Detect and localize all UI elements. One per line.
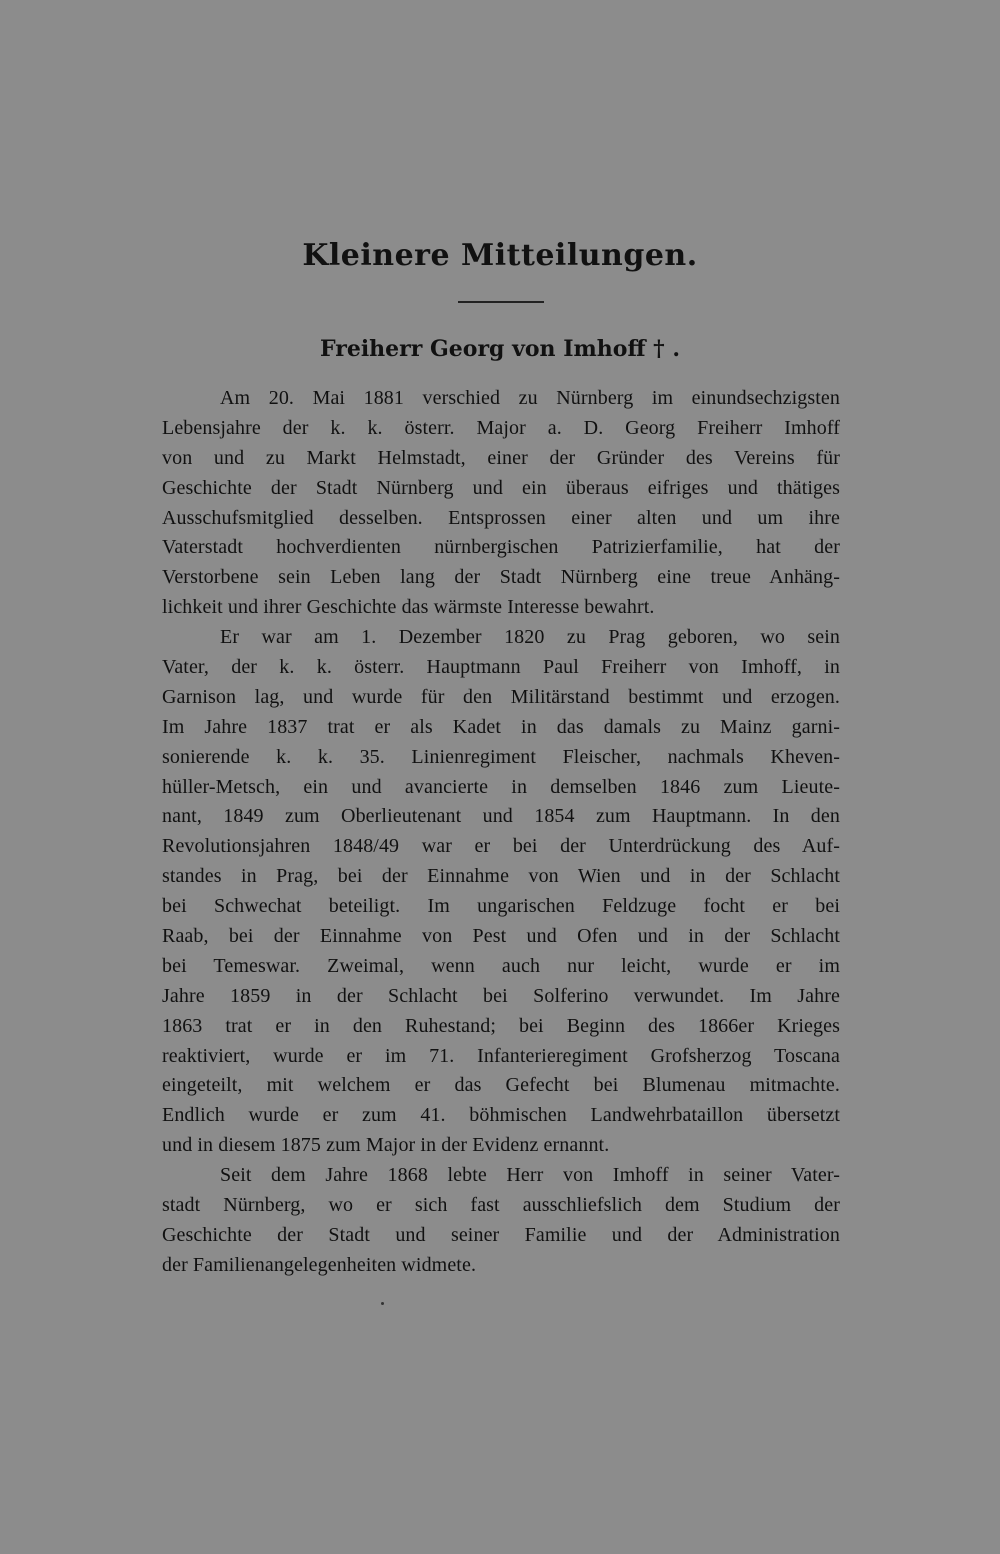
- text-line: Vater, der k. k. österr. Hauptmann Paul Freiherr von Imhoff, in: [162, 656, 840, 679]
- article-body: [162, 384, 840, 1281]
- text-line: Er war am 1. Dezember 1820 zu Prag geboren, wo sein: [220, 626, 840, 649]
- text-line: Geschichte der Stadt Nürnberg und ein überaus eifriges und thätiges: [162, 476, 840, 499]
- text-line: lichkeit und ihrer Geschichte das wärmste Interesse bewahrt.: [162, 596, 655, 619]
- article-heading: Freiherr Georg von Imhoff † .: [320, 336, 680, 362]
- text-line: eingeteilt, mit welchem er das Gefecht bei Blumenau mitmachte.: [162, 1074, 840, 1097]
- text-line: bei Temeswar. Zweimal, wenn auch nur leicht, wurde er im: [162, 954, 840, 977]
- text-line: von und zu Markt Helmstadt, einer der Gründer des Vereins für: [162, 446, 840, 469]
- text-line: und in diesem 1875 zum Major in der Evidenz ernannt.: [162, 1134, 610, 1157]
- text-line: Endlich wurde er zum 41. böhmischen Landwehrbataillon übersetzt: [162, 1104, 840, 1127]
- text-line: nant, 1849 zum Oberlieutenant und 1854 zum Hauptmann. In den: [162, 805, 840, 828]
- page-mark: [381, 1302, 384, 1305]
- text-line: der Familienangelegenheiten widmete.: [162, 1253, 477, 1276]
- text-line: stadt Nürnberg, wo er sich fast ausschliefslich dem Studium der: [162, 1194, 840, 1217]
- text-line: Vaterstadt hochverdienten nürnbergischen Patrizierfamilie, hat der: [162, 536, 840, 559]
- text-line: Jahre 1859 in der Schlacht bei Solferino verwundet. Im Jahre: [162, 984, 840, 1007]
- text-line: Revolutionsjahren 1848/49 war er bei der Unterdrückung des Auf-: [162, 835, 840, 858]
- text-line: bei Schwechat beteiligt. Im ungarischen Feldzuge focht er bei: [162, 895, 840, 918]
- text-line: Garnison lag, und wurde für den Militärstand bestimmt und erzogen.: [162, 685, 840, 708]
- text-line: reaktiviert, wurde er im 71. Infanterieregiment Grofsherzog Toscana: [162, 1044, 840, 1067]
- text-line: Verstorbene sein Leben lang der Stadt Nürnberg eine treue Anhäng-: [162, 566, 840, 589]
- text-line: Lebensjahre der k. k. österr. Major a. D. Georg Freiherr Imhoff: [162, 416, 840, 439]
- text-line: standes in Prag, bei der Einnahme von Wien und in der Schlacht: [162, 865, 840, 888]
- page-title: Kleinere Mitteilungen.: [302, 238, 698, 273]
- title-divider: [458, 301, 544, 303]
- text-line: sonierende k. k. 35. Linienregiment Fleischer, nachmals Kheven-: [162, 745, 840, 768]
- text-line: Ausschufsmitglied desselben. Entsprossen einer alten und um ihre: [162, 506, 840, 529]
- text-line: Geschichte der Stadt und seiner Familie und der Administration: [162, 1223, 840, 1246]
- text-line: 1863 trat er in den Ruhestand; bei Beginn des 1866er Krieges: [162, 1014, 840, 1037]
- text-line: Raab, bei der Einnahme von Pest und Ofen und in der Schlacht: [162, 925, 840, 948]
- text-line: Am 20. Mai 1881 verschied zu Nürnberg im einundsechzigsten: [220, 387, 840, 409]
- text-line: hüller-Metsch, ein und avancierte in demselben 1846 zum Lieute-: [162, 775, 840, 798]
- text-line: Seit dem Jahre 1868 lebte Herr von Imhoff in seiner Vater-: [220, 1164, 840, 1187]
- text-line: Im Jahre 1837 trat er als Kadet in das damals zu Mainz garni-: [162, 715, 840, 738]
